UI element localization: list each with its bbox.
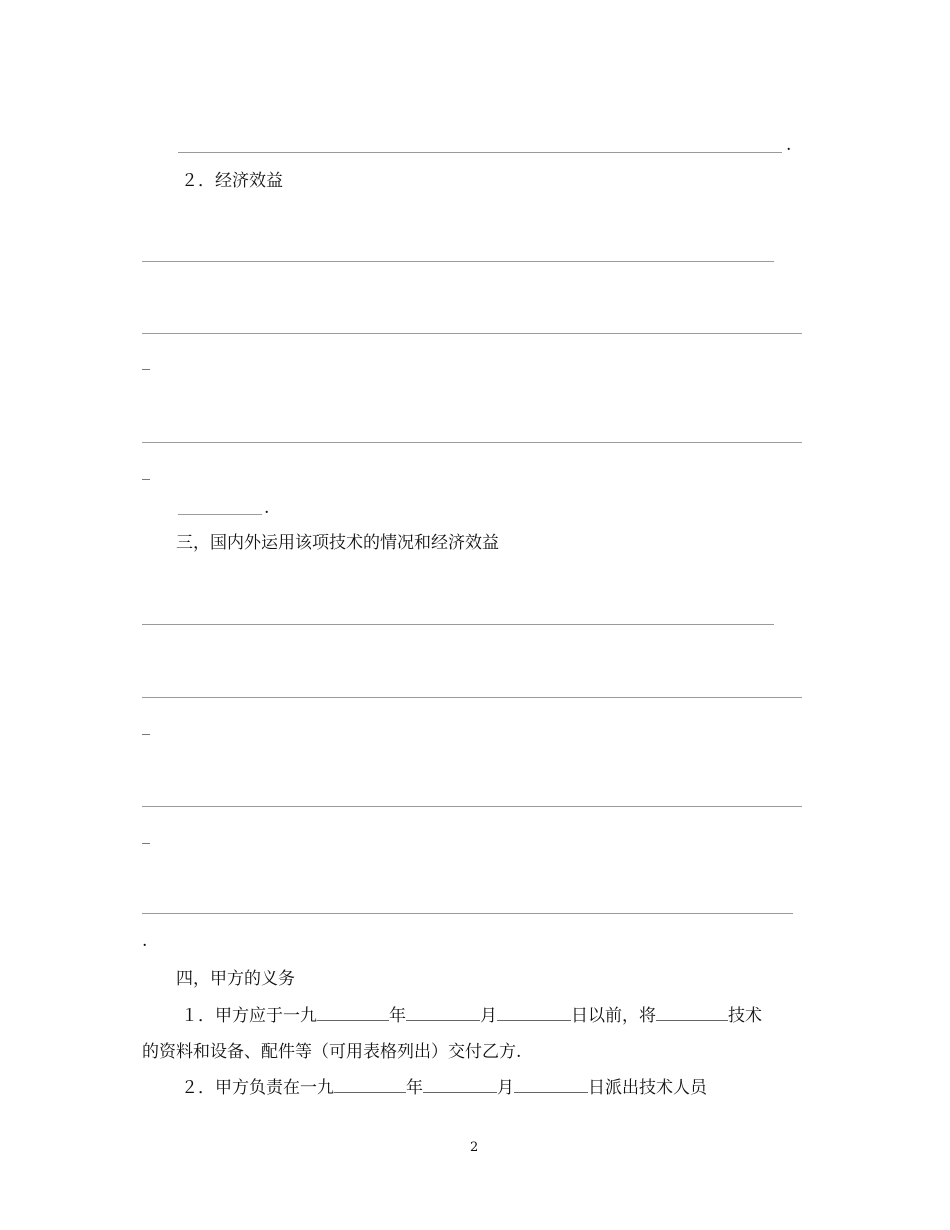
fill-line (142, 624, 774, 625)
item1-year: 年 (389, 1006, 406, 1026)
fill-line (142, 697, 802, 698)
fill-line (178, 514, 262, 515)
blank-month (406, 1006, 480, 1021)
page-number: 2 (470, 1140, 479, 1155)
section-heading-3: 三，国内外运用该项技术的情况和经济效益 (176, 533, 499, 553)
item2-prefix: ２．甲方负责在一九 (181, 1078, 334, 1098)
item-economic-benefit: ２．经济效益 (181, 171, 283, 191)
item1-month: 月 (480, 1006, 497, 1026)
period-mark: . (142, 931, 148, 951)
fill-line (178, 152, 782, 153)
fill-line (142, 261, 774, 262)
obligation-item-1 (181, 1005, 762, 1027)
dash-mark (142, 369, 150, 370)
item1-prefix: １．甲方应于一九 (181, 1006, 317, 1026)
fill-line (142, 806, 802, 807)
obligation-item-1-cont: 的资料和设备、配件等（可用表格列出）交付乙方. (142, 1042, 522, 1062)
item1-tech: 技术 (728, 1006, 762, 1026)
period-mark: . (264, 498, 270, 518)
item2-tail: 日派出技术人员 (588, 1078, 707, 1098)
item1-day-before: 日以前，将 (571, 1006, 656, 1026)
blank-day (514, 1078, 588, 1093)
fill-line (142, 913, 793, 914)
dash-mark (142, 843, 150, 844)
section-heading-4: 四，甲方的义务 (176, 969, 295, 989)
blank-year (317, 1006, 389, 1021)
period-mark: . (786, 135, 792, 155)
blank-tech-name (656, 1006, 728, 1021)
item2-year: 年 (406, 1078, 423, 1098)
blank-year (334, 1078, 406, 1093)
item2-month: 月 (497, 1078, 514, 1098)
obligation-item-2 (181, 1077, 707, 1099)
dash-mark (142, 479, 150, 480)
fill-line (142, 333, 802, 334)
blank-month (423, 1078, 497, 1093)
dash-mark (142, 734, 150, 735)
blank-day (497, 1006, 571, 1021)
fill-line (142, 442, 802, 443)
